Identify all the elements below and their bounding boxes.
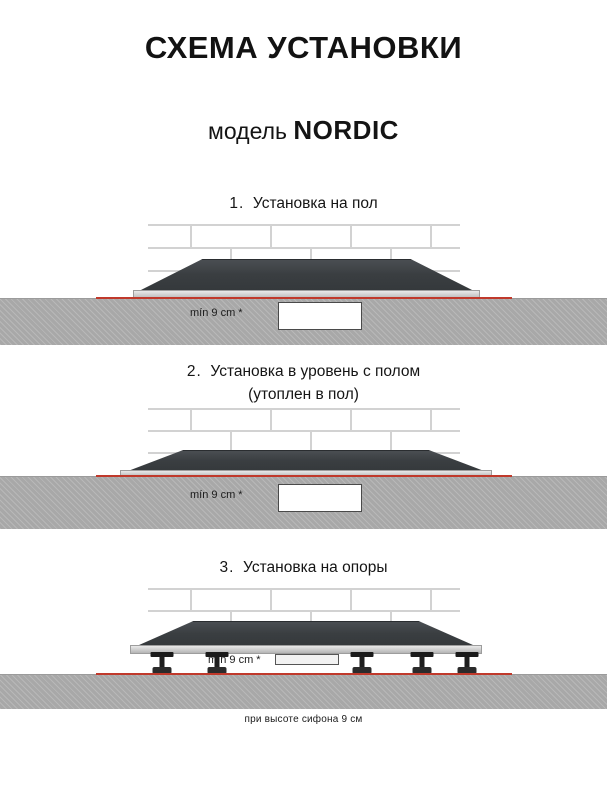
tile-line (430, 588, 432, 610)
min-height-label-1: mín 9 cm * (190, 307, 243, 319)
tile-line (148, 610, 460, 612)
tile-line (148, 247, 460, 249)
tile-line (270, 588, 272, 610)
tile-line (190, 224, 192, 247)
siphon-cavity-3 (275, 654, 339, 665)
tile-line (350, 224, 352, 247)
step-1-caption (0, 192, 607, 215)
step-3-caption (0, 556, 607, 579)
tile-line (190, 588, 192, 610)
model-prefix: модель (208, 118, 294, 144)
tile-line (390, 430, 392, 452)
tile-line (350, 408, 352, 430)
scene-3 (0, 588, 607, 708)
tile-line (430, 224, 432, 247)
step-2-label-line2: (утоплен в пол) (248, 386, 359, 403)
tile-line (148, 430, 460, 432)
step-2-label: Установка в уровень с полом (210, 363, 421, 380)
step-2-number: 2. (186, 363, 202, 380)
footnote: при высоте сифона 9 см (244, 714, 363, 725)
support-leg (350, 652, 374, 674)
tile-line (230, 430, 232, 452)
floor-hatch-3 (0, 674, 607, 709)
step-3-label: Установка на опоры (243, 559, 388, 576)
siphon-cavity-1 (278, 302, 362, 330)
tile-line (190, 408, 192, 430)
min-height-label-2: mín 9 cm * (190, 489, 243, 501)
tile-line (148, 224, 460, 226)
waterproof-line-1 (96, 297, 512, 299)
step-3-number: 3. (219, 559, 235, 576)
scene-2 (0, 408, 607, 528)
tile-line (270, 224, 272, 247)
min-height-label-3: mín 9 cm * (208, 654, 261, 666)
scene-1 (0, 224, 607, 344)
support-leg (410, 652, 434, 674)
step-2-caption (0, 360, 607, 406)
tile-line (148, 408, 460, 410)
tile-line (270, 408, 272, 430)
tile-line (310, 430, 312, 452)
model-name: NORDIC (293, 115, 399, 145)
waterproof-line-3 (96, 673, 512, 675)
step-1-number: 1. (229, 195, 245, 212)
siphon-cavity-2 (278, 484, 362, 512)
tile-line (350, 588, 352, 610)
tile-line (148, 588, 460, 590)
tile-line (430, 408, 432, 430)
model-subtitle (0, 115, 607, 146)
support-leg (150, 652, 174, 674)
waterproof-line-2 (96, 475, 512, 477)
support-leg (455, 652, 479, 674)
page-title: СХЕМА УСТАНОВКИ (144, 30, 463, 65)
step-1-label: Установка на пол (252, 195, 378, 212)
